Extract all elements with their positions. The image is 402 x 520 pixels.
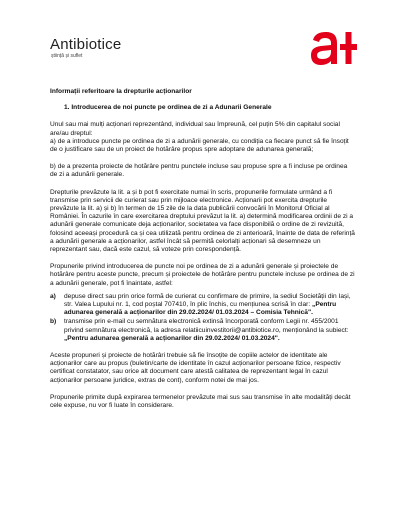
- a-plus-logo-icon: [309, 30, 361, 66]
- paragraph-documents: Aceste propuneri și proiecte de hotărâri trebuie să fie însoțite de copiile actelor de identitate ale acționarilor care au propus (buletin/carte de identitate în cazul acționarilor persoane fizice, respectiv certificat constatator, sau orice alt document care atestă calitatea de reprezentant legal în cazul acționarilor persoane juridice, extras de cont), conform notei de mai jos.: [50, 352, 341, 384]
- paragraph-eligibility: Unul sau mai mulți acționari reprezentând, individual sau împreună, cel puțin 5% din capitalul social are/au dreptul:: [50, 121, 340, 137]
- list-text-b: transmise prin e-mail cu semnătura electronică extinsă încorporată conform Legii nr. 455/2001 privind semnătura electronică, la adresa relatiicuinvestitorii@antibiotice.ro, menționând la subiect:: [64, 318, 349, 334]
- list-text-a: depuse direct sau prin orice formă de curierat cu confirmare de primire, la sediul Societății din Iași, str. Valea Lupului nr. 1, cod poștal 707410, în plic închis, cu mențiunea scrisă în clar:: [64, 292, 351, 309]
- list-item-courier: [50, 293, 355, 318]
- logo-a-shape: [311, 32, 337, 65]
- brand-tagline: știință și suflet: [51, 53, 83, 59]
- paragraph-submission: Propunerile privind introducerea de puncte noi pe ordinea de zi a adunării generale și proiectele de hotărâre pentru aceste puncte, precum și proiectele de hotărâre pentru punctele incluse pe ordinea de zi a adunării generale, pot fi înaintate, astfel:: [50, 263, 355, 287]
- document-body: [50, 80, 355, 410]
- antibiotice-logo: [50, 37, 121, 59]
- list-item-email: [50, 318, 355, 343]
- list-marker-a: a): [50, 292, 56, 300]
- list-marker-b: b): [50, 318, 57, 326]
- paragraph-right-b: b) de a prezenta proiecte de hotărâre pentru punctele incluse sau propuse spre a fi incluse pe ordinea de zi a adunării generale.: [50, 163, 348, 179]
- logo-plus-horizontal: [340, 44, 357, 50]
- paragraph-right-a: a) de a introduce puncte pe ordinea de zi a adunării generale, cu condiția ca fiecare punct să fie însoțit de o justificare sau de un proiect de hotărâre propus spre adoptare de adunarea generală;: [50, 137, 349, 154]
- list-bold-a: „Pentru adunarea generală a acționarilor din 29.02.2024/ 01.03.2024 – Comisia Tehnică".: [64, 301, 337, 317]
- list-bold-b: „Pentru adunarea generală a acționarilor din 29.02.2024/ 01.03.2024".: [64, 334, 280, 342]
- section-heading: 1. Introducerea de noi puncte pe ordinea de zi a Adunarii Generale: [64, 104, 272, 112]
- document-title: Informații referitoare la drepturile acționarilor: [50, 88, 192, 95]
- brand-name: Antibiotice: [50, 36, 122, 53]
- paragraph-deadline: Propunerile primite după expirarea termenelor prevăzute mai sus sau transmise în alte modalități decât cele expuse, nu vor fi luate în considerare.: [50, 393, 351, 410]
- paragraph-exercise: Drepturile prevăzute la lit. a și b pot fi exercitate numai în scris, propunerile formulate urmând a fi transmise prin servicii de curierat sau prin mijloace electronice. Acționarii pot exercita drepturile prevăzute la lit. a) și b) în termen de 15 zile de la data publicării convocării în Monitorul Oficial al României. În cazurile în care exercitarea dreptului prevăzut la lit. a) determină modificarea ordinii de zi a adunării generale comunicate deja acționarilor, societatea va face disponibilă o ordine de zi revizuită, folosind aceeași procedură ca și cea utilizată pentru ordinea de zi anterioară, înainte de data de referință a adunării generale a acționarilor, astfel încât să permită celorlalți acționari să desemneze un reprezentant sau, dacă este cazul, să voteze prin corespondență.: [50, 188, 355, 254]
